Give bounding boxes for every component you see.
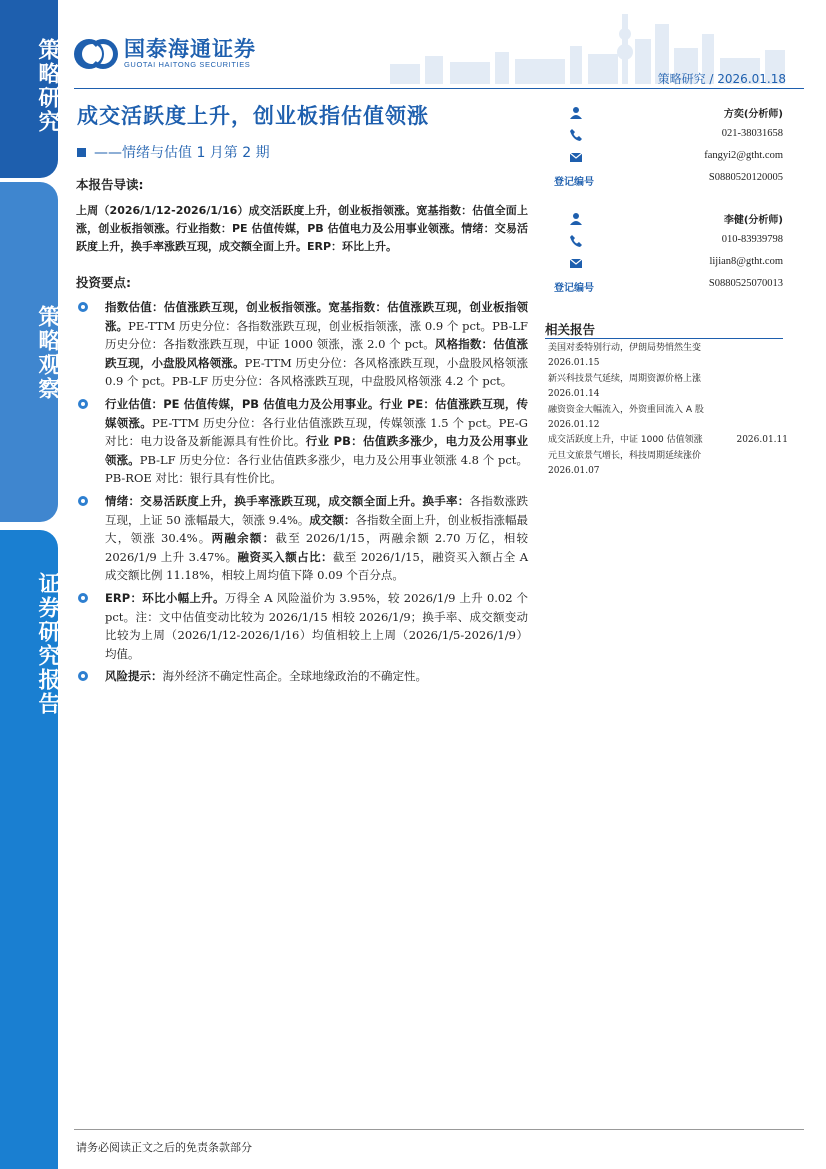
logo-english-name: GUOTAI HAITONG SECURITIES (124, 60, 251, 69)
point-text: 截至 2026/1/15，两融余额 2.70 万亿，相较 2026/1/9 上升 3.47%。 (105, 531, 528, 564)
point-bold-text: 成交额： (309, 512, 356, 527)
registration-number: S0880520120005 (708, 172, 783, 183)
analyst-person-icon (569, 106, 583, 120)
investment-points-heading: 投资要点: (76, 275, 131, 290)
investment-point (76, 395, 528, 488)
point-bold-text: 行业估值：PE 估值传媒，PB 估值电力及公用事业。行业 PE：估值涨跌互现，传媒领涨。 (105, 396, 528, 430)
company-logo (74, 38, 256, 70)
investment-point (76, 298, 528, 391)
report-subtitle (77, 142, 270, 162)
registration-label: 登记编号 (554, 283, 594, 294)
related-report-title[interactable]: 美国对委特别行动，伊朗局势悄然生变 (548, 343, 702, 353)
point-bold-text: 行业 PB：估值跌多涨少，电力及公用事业领涨。 (105, 434, 528, 467)
related-report-title[interactable]: 元旦文旅景气增长，科技周期延续涨价 (548, 450, 702, 461)
related-report-date: 2026.01.12 (548, 420, 600, 431)
sidebar-label: 证券研究报告 (35, 572, 60, 716)
circle-bullet-icon (78, 593, 88, 603)
investment-point (76, 589, 528, 663)
point-text: PE-TTM 历史分位：各风格涨跌互现，小盘股风格领涨 0.9 个 pct。PB-LF 历史分位：各风格涨跌互现，中盘股风格领涨 4.2 个 pct。 (105, 355, 528, 389)
related-reports-heading: 相关报告 (545, 322, 596, 337)
analyst-phone: 010-83939798 (721, 234, 783, 245)
square-bullet-icon (77, 148, 86, 157)
sidebar-section-securities-report (0, 530, 58, 1169)
point-text: PB-LF 历史分位：各行业估值跌多涨少，电力及公用事业领涨 4.8 个 pct。PB-ROE 对比：银行具有性价比。 (105, 452, 528, 486)
related-report-date: 2026.01.15 (548, 358, 600, 369)
circle-bullet-icon (78, 399, 88, 409)
analyst-person-icon (569, 212, 583, 226)
investment-point (76, 492, 528, 585)
related-report-date: 2026.01.11 (736, 435, 788, 446)
point-text: 各指数全面上升，创业板指涨幅最大，领涨 30.4%。 (105, 512, 529, 546)
intro-text: 上周（2026/1/12-2026/1/16）成交活跃度上升，创业板指领涨。宽基指数：估值全面上涨，创业板指领涨。行业指数：PE 估值传媒，PB 估值电力及公用事业领涨。情绪：交易活跃度上升，换手率涨跌互现，成交额全面上升。ERP：环比上升。 (76, 204, 528, 253)
left-sidebar (0, 0, 58, 1169)
point-bold-text: 两融余额： (211, 531, 276, 546)
sidebar-label: 策略观察 (35, 305, 60, 401)
analyst-card (545, 210, 783, 316)
analyst-phone: 021-38031658 (721, 128, 783, 139)
point-text: 截至 2026/1/15，融资买入额占全 A 成交额比例 11.18%，相较上周均值下降 0.09 个百分点。 (105, 549, 528, 583)
phone-icon (569, 128, 583, 142)
related-report-item[interactable] (548, 433, 788, 448)
point-text: 万得全 A 风险溢价为 3.95%，较 2026/1/9 上升 0.02 个 pct。注：文中估值变动比较为 2026/1/15 相较 2026/1/9；换手率、成交额变动比较为上周（2026/1/12-2026/1/16）均值相较上上周（2026/1/5-2026/1/9）均值。 (105, 590, 529, 661)
point-bold-text: ERP：环比小幅上升。 (105, 590, 225, 605)
analyst-name: 方奕(分析师) (723, 109, 783, 120)
point-text: PE-TTM 历史分位：各指数涨跌互现，创业板指领涨，涨 0.9 个 pct。PB-LF 历史分位：各指数涨跌互现，中证 1000 领涨，涨 2.0 个 pct。 (105, 318, 529, 352)
intro-heading: 本报告导读: (76, 177, 144, 192)
report-title: 成交活跃度上升，创业板指估值领涨 (77, 104, 429, 128)
point-bold-text: 情绪：交易活跃度上升，换手率涨跌互现，成交额全面上升。换手率： (105, 493, 470, 508)
email-icon (569, 256, 583, 270)
point-bold-text: 风格指数：估值涨跌互现，小盘股风格领涨。 (105, 337, 528, 370)
logo-mark-icon (74, 39, 118, 69)
footer-disclaimer: 请务必阅读正文之后的免责条款部分 (76, 1141, 252, 1154)
report-subtitle-text: ——情绪与估值 1 月第 2 期 (94, 145, 270, 161)
main-content (76, 176, 528, 686)
sidebar-section-strategy-research (0, 0, 58, 178)
related-report-title[interactable]: 成交活跃度上升，中证 1000 估值领涨 (548, 435, 703, 446)
circle-bullet-icon (78, 671, 88, 681)
analyst-name: 李健(分析师) (723, 215, 783, 226)
registration-number: S0880525070013 (708, 278, 783, 289)
registration-label: 登记编号 (554, 177, 594, 188)
circle-bullet-icon (78, 496, 88, 506)
circle-bullet-icon (78, 302, 88, 312)
analyst-card (545, 104, 783, 210)
report-category-date: 策略研究 / 2026.01.18 (657, 72, 786, 86)
point-text: 海外经济不确定性高企。全球地缘政治的不确定性。 (162, 669, 427, 684)
logo-chinese-name: 国泰海通证券 (124, 37, 256, 61)
analyst-panel (545, 104, 783, 316)
related-reports-divider (545, 338, 783, 339)
footer-divider (74, 1129, 804, 1130)
related-report-date: 2026.01.07 (548, 466, 600, 477)
phone-icon (569, 234, 583, 248)
point-text: PE-TTM 历史分位：各行业估值涨跌互现，传媒领涨 1.5 个 pct。PE-G 对比：电力设备及新能源具有性价比。 (105, 415, 528, 449)
related-reports-list (548, 341, 788, 480)
related-report-item[interactable] (548, 341, 788, 372)
investment-point (76, 667, 528, 686)
related-report-date: 2026.01.14 (548, 389, 600, 400)
related-report-title[interactable]: 新兴科技景气延续，周期资源价格上涨 (548, 373, 702, 384)
analyst-email[interactable]: lijian8@gtht.com (709, 256, 783, 267)
related-report-item[interactable] (548, 372, 788, 403)
analyst-email[interactable]: fangyi2@gtht.com (704, 150, 783, 161)
point-text: 各指数涨跌互现，上证 50 涨幅最大，领涨 9.4%。 (105, 493, 528, 527)
point-bold-text: 指数估值：估值涨跌互现，创业板指领涨。宽基指数：估值涨跌互现，创业板指领涨。 (105, 300, 528, 333)
related-report-title[interactable]: 融资资金大幅流入，外资重回流入 A 股 (548, 404, 704, 415)
related-report-item[interactable] (548, 449, 788, 480)
point-bold-text: 融资买入额占比： (237, 549, 333, 564)
header-divider (74, 88, 804, 89)
related-report-item[interactable] (548, 403, 788, 434)
sidebar-label: 策略研究 (35, 38, 60, 134)
sidebar-section-strategy-observation (0, 182, 58, 522)
point-bold-text: 风险提示： (105, 669, 163, 684)
email-icon (569, 150, 583, 164)
